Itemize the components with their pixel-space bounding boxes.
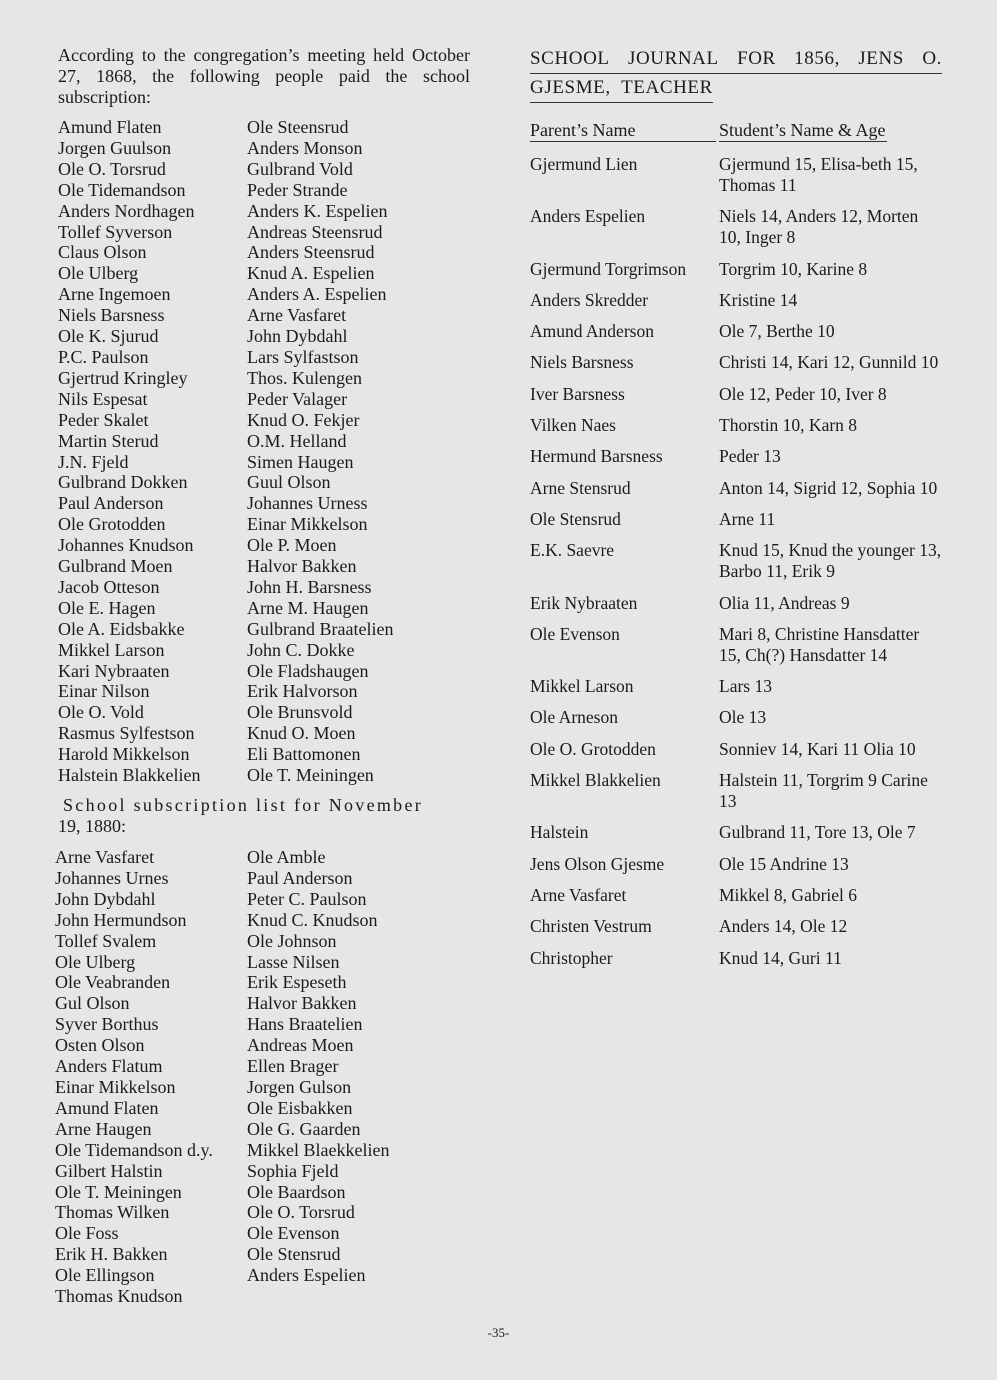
parent-name: Halstein — [530, 822, 589, 843]
name-entry: Rasmus Sylfestson — [58, 723, 195, 744]
name-entry: Knud O. Moen — [247, 723, 356, 744]
name-entry: Thomas Knudson — [55, 1286, 183, 1307]
name-entry: Arne Vasfaret — [55, 847, 155, 867]
name-entry: Peder Strande — [247, 179, 348, 200]
parent-name: Gjermund Torgrimson — [530, 258, 687, 279]
table-row — [530, 624, 942, 666]
name-entry: Ole Fladshaugen — [247, 660, 369, 681]
table-row — [530, 739, 942, 760]
name-column-1 — [55, 847, 244, 1307]
subscription-list-1868 — [58, 117, 470, 786]
table-row — [530, 509, 942, 530]
table-row — [530, 707, 942, 728]
table-row — [530, 916, 942, 937]
table-row — [530, 154, 942, 196]
name-entry: Ole Tidemandson — [58, 179, 186, 200]
name-entry: Martin Sterud — [58, 430, 159, 451]
name-entry: Ole Grotodden — [58, 514, 166, 535]
name-entry: Ole P. Moen — [247, 535, 337, 556]
student-names-ages: Anders 14, Ole 12 — [719, 916, 848, 937]
name-column-1 — [58, 117, 247, 786]
student-names-ages: Niels 14, Anders 12, Morten 10, Inger 8 — [719, 206, 919, 248]
name-entry: Ole Brunsvold — [247, 702, 353, 723]
student-names-ages: Gjermund 15, Elisa-beth 15, Thomas 11 — [719, 154, 918, 195]
student-names-ages: Christi 14, Kari 12, Gunnild 10 — [719, 352, 939, 373]
name-entry: Ole Stensrud — [247, 1244, 341, 1265]
name-entry: Ole Steensrud — [247, 117, 349, 137]
student-names-ages: Torgrim 10, Karine 8 — [719, 258, 868, 279]
name-entry: Ole O. Torsrud — [247, 1202, 355, 1223]
name-entry: Paul Anderson — [247, 867, 353, 888]
name-entry: Knud O. Fekjer — [247, 409, 360, 430]
name-entry: Ole T. Meiningen — [247, 765, 374, 786]
name-entry: Arne Haugen — [55, 1118, 152, 1139]
name-entry: Einar Mikkelson — [55, 1076, 176, 1097]
intro-paragraph: According to the congregation’s meeting held October 27, 1868, the following people paid the school subscription: — [58, 45, 470, 107]
name-entry: Anders Monson — [247, 137, 363, 158]
parent-name: Hermund Barsness — [530, 446, 663, 467]
name-entry: Ole Foss — [55, 1223, 119, 1244]
parent-name: Niels Barsness — [530, 352, 634, 373]
name-entry: Lasse Nilsen — [247, 951, 340, 972]
name-entry: Ellen Brager — [247, 1056, 339, 1077]
name-entry: Johannes Urness — [247, 493, 368, 514]
name-entry: Lars Sylfastson — [247, 346, 359, 367]
table-row — [530, 676, 942, 697]
name-entry: John Hermundson — [55, 909, 187, 930]
name-entry: Ole Ulberg — [55, 951, 136, 972]
name-column-2 — [247, 117, 470, 786]
name-entry: Anders Steensrud — [247, 242, 375, 263]
table-row — [530, 446, 942, 467]
name-entry: Arne Ingemoen — [58, 284, 171, 305]
name-entry: Andreas Steensrud — [247, 221, 383, 242]
name-entry: Einar Nilson — [58, 681, 150, 702]
name-entry: Jorgen Guulson — [58, 137, 172, 158]
name-entry: Ole Baardson — [247, 1181, 346, 1202]
name-entry: P.C. Paulson — [58, 346, 149, 367]
table-row — [530, 415, 942, 436]
parent-name: Anders Skredder — [530, 289, 649, 310]
parent-name: Ole Arneson — [530, 707, 618, 728]
name-entry: Harold Mikkelson — [58, 744, 190, 765]
name-entry: Peter C. Paulson — [247, 888, 367, 909]
name-entry: Gilbert Halstin — [55, 1160, 163, 1181]
parent-name: Ole Evenson — [530, 623, 620, 644]
name-entry: Tollef Svalem — [55, 930, 157, 951]
table-row — [530, 822, 942, 843]
name-entry: John C. Dokke — [247, 639, 355, 660]
name-entry: Andreas Moen — [247, 1035, 354, 1056]
name-column-2 — [247, 847, 470, 1307]
name-entry: Ole Ellingson — [55, 1265, 155, 1286]
student-names-ages: Ole 7, Berthe 10 — [719, 321, 835, 342]
name-entry: Arne Vasfaret — [247, 305, 347, 326]
student-names-ages: Olia 11, Andreas 9 — [719, 592, 850, 613]
header-student-name-age: Student’s Name & Age — [719, 120, 886, 140]
name-entry: Gjertrud Kringley — [58, 367, 188, 388]
name-entry: Ole A. Eidsbakke — [58, 618, 185, 639]
name-entry: Ole T. Meiningen — [55, 1181, 182, 1202]
parent-name: Erik Nybraaten — [530, 592, 638, 613]
name-entry: Ole Evenson — [247, 1223, 340, 1244]
name-entry: Claus Olson — [58, 242, 147, 263]
name-entry: Nils Espesat — [58, 388, 148, 409]
name-entry: John H. Barsness — [247, 576, 372, 597]
table-row — [530, 593, 942, 614]
name-entry: Ole K. Sjurud — [58, 326, 159, 347]
name-entry: Amund Flaten — [55, 1097, 159, 1118]
name-entry: Eli Battomonen — [247, 744, 361, 765]
student-names-ages: Ole 13 — [719, 707, 767, 728]
name-entry: Ole Ulberg — [58, 263, 139, 284]
name-entry: Erik H. Bakken — [55, 1244, 168, 1265]
student-names-ages: Ole 12, Peder 10, Iver 8 — [719, 383, 887, 404]
page-number: -35- — [487, 1325, 510, 1340]
name-entry: Halvor Bakken — [247, 993, 357, 1014]
student-names-ages: Thorstin 10, Karn 8 — [719, 415, 858, 436]
subscription-1880-title-cont: 19, 1880: — [58, 816, 127, 836]
table-row — [530, 948, 942, 969]
name-entry: Ole Veabranden — [55, 972, 171, 993]
name-entry: Ole E. Hagen — [58, 597, 156, 618]
subscription-1880-title: School subscription list for November — [63, 795, 424, 815]
parent-name: E.K. Saevre — [530, 540, 615, 561]
name-entry: Erik Espeseth — [247, 972, 347, 993]
name-entry: Jacob Otteson — [58, 576, 160, 597]
student-names-ages: Lars 13 — [719, 676, 772, 697]
name-entry: Knud C. Knudson — [247, 909, 378, 930]
student-names-ages: Peder 13 — [719, 446, 781, 467]
name-entry: Halvor Bakken — [247, 556, 357, 577]
student-names-ages: Mikkel 8, Gabriel 6 — [719, 884, 858, 905]
table-row — [530, 321, 942, 342]
name-entry: Kari Nybraaten — [58, 660, 170, 681]
parent-name: Jens Olson Gjesme — [530, 853, 665, 874]
name-entry: Gul Olson — [55, 993, 130, 1014]
name-entry: Ole Johnson — [247, 930, 337, 951]
name-entry: Knud A. Espelien — [247, 263, 375, 284]
student-names-ages: Gulbrand 11, Tore 13, Ole 7 — [719, 822, 916, 843]
name-entry: Ole O. Torsrud — [58, 158, 166, 179]
name-entry: Johannes Urnes — [55, 867, 169, 888]
student-names-ages: Arne 11 — [719, 508, 776, 529]
name-entry: Arne M. Haugen — [247, 597, 369, 618]
name-entry: Sophia Fjeld — [247, 1160, 339, 1181]
parent-name: Gjermund Lien — [530, 154, 638, 174]
name-entry: O.M. Helland — [247, 430, 347, 451]
name-entry: Niels Barsness — [58, 305, 165, 326]
table-row — [530, 259, 942, 280]
student-names-ages: Mari 8, Christine Hansdatter 15, Ch(?) Hansdatter 14 — [719, 623, 920, 665]
name-entry: Halstein Blakkelien — [58, 765, 201, 786]
name-entry: John Dybdahl — [55, 888, 156, 909]
header-parent-name: Parent’s Name — [530, 119, 716, 142]
parent-name: Ole Stensrud — [530, 508, 621, 529]
name-entry: Hans Braatelien — [247, 1014, 363, 1035]
parent-name: Amund Anderson — [530, 321, 654, 342]
name-entry: Johannes Knudson — [58, 535, 194, 556]
student-names-ages: Sonniev 14, Kari 11 Olia 10 — [719, 738, 916, 759]
journal-title-line-2: GJESME, TEACHER — [530, 74, 713, 103]
parent-name: Mikkel Larson — [530, 676, 634, 697]
name-entry: Gulbrand Moen — [58, 556, 173, 577]
table-row — [530, 540, 942, 582]
name-entry: Ole Eisbakken — [247, 1097, 353, 1118]
name-entry: Einar Mikkelson — [247, 514, 368, 535]
journal-title — [530, 45, 942, 103]
name-entry: Gulbrand Vold — [247, 158, 353, 179]
parent-name: Ole O. Grotodden — [530, 738, 656, 759]
name-entry: Anders A. Espelien — [247, 284, 387, 305]
name-entry: Thos. Kulengen — [247, 367, 362, 388]
name-entry: Osten Olson — [55, 1035, 145, 1056]
table-row — [530, 384, 942, 405]
name-entry: Ole Tidemandson d.y. — [55, 1139, 213, 1160]
parent-name: Arne Vasfaret — [530, 884, 627, 905]
name-entry: Syver Borthus — [55, 1014, 159, 1035]
table-row — [530, 770, 942, 812]
journal-title-line-1: SCHOOL JOURNAL FOR 1856, JENS O. — [530, 45, 942, 74]
parent-name: Mikkel Blakkelien — [530, 770, 661, 791]
parent-name: Christopher — [530, 947, 613, 968]
name-entry: Amund Flaten — [58, 117, 162, 137]
name-entry: Peder Skalet — [58, 409, 149, 430]
student-names-ages: Knud 14, Guri 11 — [719, 947, 842, 968]
name-entry: Anders Flatum — [55, 1056, 163, 1077]
student-names-ages: Knud 15, Knud the younger 13, Barbo 11, Erik 9 — [719, 540, 942, 582]
name-entry: Gulbrand Dokken — [58, 472, 188, 493]
parent-name: Anders Espelien — [530, 206, 646, 227]
parent-name: Vilken Naes — [530, 415, 616, 436]
name-entry: Anders Espelien — [247, 1265, 366, 1286]
name-entry: Erik Halvorson — [247, 681, 358, 702]
journal-table-body — [530, 154, 942, 969]
table-row — [530, 885, 942, 906]
name-entry: Guul Olson — [247, 472, 331, 493]
name-entry: Gulbrand Braatelien — [247, 618, 394, 639]
table-row — [530, 854, 942, 875]
student-names-ages: Kristine 14 — [719, 289, 798, 310]
name-entry: Paul Anderson — [58, 493, 164, 514]
left-column — [55, 45, 470, 1307]
name-entry: J.N. Fjeld — [58, 451, 129, 472]
parent-name: Iver Barsness — [530, 383, 625, 404]
student-names-ages: Anton 14, Sigrid 12, Sophia 10 — [719, 477, 938, 498]
parent-name: Arne Stensrud — [530, 477, 631, 498]
table-header — [530, 119, 942, 142]
table-row — [530, 478, 942, 499]
name-entry: Anders K. Espelien — [247, 200, 388, 221]
name-entry: Mikkel Larson — [58, 639, 165, 660]
name-entry: Peder Valager — [247, 388, 348, 409]
name-entry: Anders Nordhagen — [58, 200, 195, 221]
name-entry: Mikkel Blaekkelien — [247, 1139, 390, 1160]
table-row — [530, 352, 942, 373]
name-entry: Ole Amble — [247, 847, 326, 867]
student-names-ages: Ole 15 Andrine 13 — [719, 853, 849, 874]
student-names-ages: Halstein 11, Torgrim 9 Carine 13 — [719, 770, 928, 812]
name-entry: Thomas Wilken — [55, 1202, 170, 1223]
name-entry: John Dybdahl — [247, 326, 348, 347]
table-row — [530, 290, 942, 311]
name-entry: Jorgen Gulson — [247, 1076, 352, 1097]
parent-name: Christen Vestrum — [530, 916, 652, 937]
name-entry: Tollef Syverson — [58, 221, 173, 242]
name-entry: Simen Haugen — [247, 451, 354, 472]
right-column — [530, 45, 942, 979]
name-entry: Ole G. Gaarden — [247, 1118, 361, 1139]
subscription-list-1880 — [55, 847, 470, 1307]
name-entry: Ole O. Vold — [58, 702, 144, 723]
table-row — [530, 206, 942, 248]
